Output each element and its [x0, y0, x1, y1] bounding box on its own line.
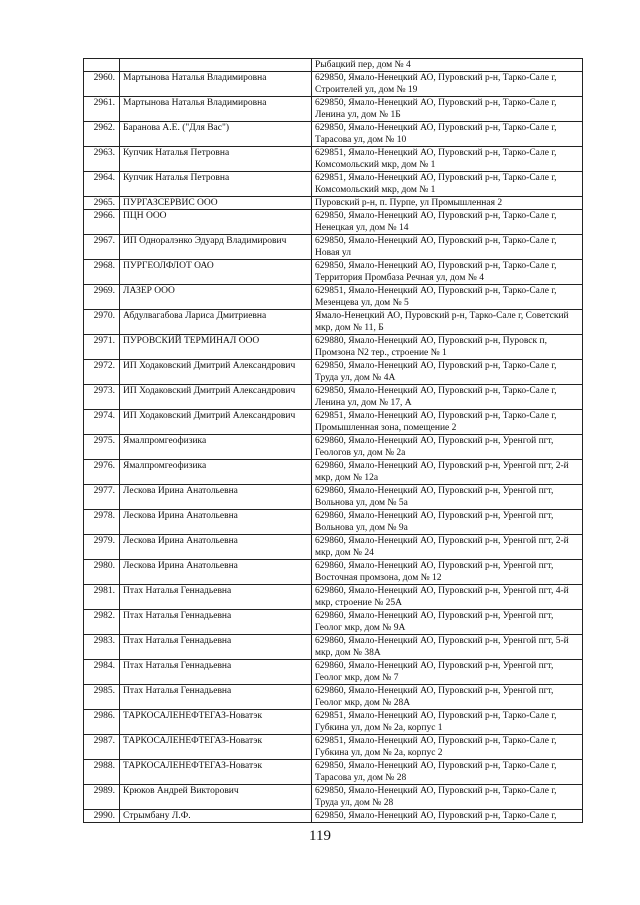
organization-name: Абдулвагабова Лариса Дмитриевна	[120, 310, 312, 335]
address-cell	[312, 172, 583, 197]
address-cell	[312, 210, 583, 235]
address-line: 629850, Ямало-Ненецкий АО, Пуровский р-н, Тарко-Сале г,	[315, 123, 557, 133]
address-cell	[312, 635, 583, 660]
address-line: 629851, Ямало-Ненецкий АО, Пуровский р-н, Тарко-Сале г,	[315, 286, 557, 296]
table-row	[84, 460, 583, 485]
organization-name: ТАРКОСАЛЕНЕФТЕГАЗ-Новатэк	[120, 760, 312, 785]
row-number: 2974.	[84, 410, 120, 435]
address-line: Геологов ул, дом № 2а	[315, 448, 406, 458]
organization-name: ЛАЗЕР ООО	[120, 285, 312, 310]
table-row	[84, 585, 583, 610]
organization-name: Птах Наталья Геннадьевна	[120, 610, 312, 635]
table-row	[84, 147, 583, 172]
address-line: 629860, Ямало-Ненецкий АО, Пуровский р-н, Уренгой пгт, 4-й	[315, 586, 569, 596]
address-line: Пуровский р-н, п. Пурпе, ул Промышленная 2	[315, 198, 503, 208]
address-line: Ленина ул, дом № 17, А	[315, 398, 412, 408]
row-number: 2979.	[84, 535, 120, 560]
table-row	[84, 660, 583, 685]
row-number: 2976.	[84, 460, 120, 485]
organization-name: Птах Наталья Геннадьевна	[120, 585, 312, 610]
address-line: Промзона N2 тер., строение № 1	[315, 348, 447, 358]
table-row	[84, 335, 583, 360]
row-number: 2984.	[84, 660, 120, 685]
address-line: Труда ул, дом № 28	[315, 798, 394, 808]
row-number: 2965.	[84, 197, 120, 210]
address-line: 629850, Ямало-Ненецкий АО, Пуровский р-н, Тарко-Сале г,	[315, 211, 557, 221]
table-row	[84, 260, 583, 285]
table-row	[84, 59, 583, 72]
address-cell	[312, 285, 583, 310]
document-page	[83, 58, 583, 823]
organization-name: ПУРГАЗСЕРВИС ООО	[120, 197, 312, 210]
address-line: 629860, Ямало-Ненецкий АО, Пуровский р-н, Уренгой пгт, 2-й	[315, 536, 569, 546]
organization-name: ПУРОВСКИЙ ТЕРМИНАЛ ООО	[120, 335, 312, 360]
address-cell	[312, 660, 583, 685]
table-row	[84, 210, 583, 235]
row-number: 2968.	[84, 260, 120, 285]
address-line: Геолог мкр, дом № 28А	[315, 698, 411, 708]
address-line: Территория Промбаза Речная ул, дом № 4	[315, 273, 484, 283]
table-row	[84, 310, 583, 335]
address-cell	[312, 585, 583, 610]
address-line: 629860, Ямало-Ненецкий АО, Пуровский р-н, Уренгой пгт, 5-й	[315, 636, 569, 646]
address-line: Тарасова ул, дом № 10	[315, 135, 407, 145]
row-number: 2960.	[84, 72, 120, 97]
table-row	[84, 122, 583, 147]
address-cell	[312, 485, 583, 510]
organization-name: ИП Одноралэнко Эдуард Владимирович	[120, 235, 312, 260]
row-number: 2961.	[84, 97, 120, 122]
address-line: 629860, Ямало-Ненецкий АО, Пуровский р-н, Уренгой пгт, 2-й	[315, 461, 569, 471]
row-number: 2973.	[84, 385, 120, 410]
address-line: 629860, Ямало-Ненецкий АО, Пуровский р-н, Уренгой пгт,	[315, 561, 554, 571]
row-number: 2964.	[84, 172, 120, 197]
address-line: Восточная промзона, дом № 12	[315, 573, 442, 583]
address-line: 629850, Ямало-Ненецкий АО, Пуровский р-н, Тарко-Сале г,	[315, 98, 557, 108]
table-row	[84, 535, 583, 560]
address-cell	[312, 410, 583, 435]
address-line: Труда ул, дом № 4А	[315, 373, 396, 383]
address-line: Промышленная зона, помещение 2	[315, 423, 457, 433]
row-number: 2972.	[84, 360, 120, 385]
row-number: 2967.	[84, 235, 120, 260]
row-number: 2980.	[84, 560, 120, 585]
address-line: мкр, дом № 12а	[315, 473, 379, 483]
organization-name: Ямалпромгеофизика	[120, 435, 312, 460]
table-row	[84, 235, 583, 260]
table-row	[84, 510, 583, 535]
address-line: 629860, Ямало-Ненецкий АО, Пуровский р-н, Уренгой пгт,	[315, 686, 554, 696]
table-row	[84, 285, 583, 310]
table-row	[84, 385, 583, 410]
address-cell	[312, 310, 583, 335]
address-line: 629850, Ямало-Ненецкий АО, Пуровский р-н, Тарко-Сале г,	[315, 811, 557, 821]
address-line: Рыбацкий пер, дом № 4	[315, 60, 411, 70]
organization-name: Лескова Ирина Анатольевна	[120, 485, 312, 510]
address-cell	[312, 72, 583, 97]
address-line: Комсомольский мкр, дом № 1	[315, 185, 436, 195]
table-row	[84, 72, 583, 97]
organization-name	[120, 59, 312, 72]
row-number: 2987.	[84, 735, 120, 760]
table-row	[84, 172, 583, 197]
address-line: Тарасова ул, дом № 28	[315, 773, 407, 783]
address-cell	[312, 97, 583, 122]
address-line: мкр, дом № 38А	[315, 648, 381, 658]
organization-name: Мартынова Наталья Владимировна	[120, 97, 312, 122]
address-line: мкр, строение № 25А	[315, 598, 403, 608]
address-line: 629860, Ямало-Ненецкий АО, Пуровский р-н, Уренгой пгт,	[315, 611, 554, 621]
organization-name: Лескова Ирина Анатольевна	[120, 510, 312, 535]
organization-name: Баранова А.Е. ("Для Вас")	[120, 122, 312, 147]
address-cell	[312, 385, 583, 410]
address-cell	[312, 785, 583, 810]
organization-name: ТАРКОСАЛЕНЕФТЕГАЗ-Новатэк	[120, 735, 312, 760]
address-line: Геолог мкр, дом № 7	[315, 673, 399, 683]
address-line: Геолог мкр, дом № 9А	[315, 623, 406, 633]
address-line: 629851, Ямало-Ненецкий АО, Пуровский р-н, Тарко-Сале г,	[315, 148, 557, 158]
organization-name: ТАРКОСАЛЕНЕФТЕГАЗ-Новатэк	[120, 710, 312, 735]
address-line: Новая ул	[315, 248, 352, 258]
organization-name: Лескова Ирина Анатольевна	[120, 560, 312, 585]
row-number: 2971.	[84, 335, 120, 360]
row-number: 2962.	[84, 122, 120, 147]
address-line: мкр, дом № 11, Б	[315, 323, 384, 333]
organization-name: Птах Наталья Геннадьевна	[120, 660, 312, 685]
organization-name: Стрымбану Л.Ф.	[120, 810, 312, 823]
address-cell	[312, 685, 583, 710]
table-row	[84, 735, 583, 760]
row-number: 2990.	[84, 810, 120, 823]
address-line: Вольнова ул, дом № 9а	[315, 523, 408, 533]
organization-name: Мартынова Наталья Владимировна	[120, 72, 312, 97]
row-number: 2978.	[84, 510, 120, 535]
table-row	[84, 97, 583, 122]
address-line: Ямало-Ненецкий АО, Пуровский р-н, Тарко-Сале г, Советский	[315, 311, 569, 321]
address-cell	[312, 510, 583, 535]
row-number: 2986.	[84, 710, 120, 735]
address-line: Губкина ул, дом № 2а, корпус 1	[315, 723, 443, 733]
address-line: 629850, Ямало-Ненецкий АО, Пуровский р-н, Тарко-Сале г,	[315, 236, 557, 246]
address-line: 629860, Ямало-Ненецкий АО, Пуровский р-н, Уренгой пгт,	[315, 486, 554, 496]
table-row	[84, 360, 583, 385]
address-cell	[312, 560, 583, 585]
address-line: 629851, Ямало-Ненецкий АО, Пуровский р-н, Тарко-Сале г,	[315, 411, 557, 421]
address-line: 629860, Ямало-Ненецкий АО, Пуровский р-н, Уренгой пгт,	[315, 511, 554, 521]
address-line: Ненецкая ул, дом № 14	[315, 223, 409, 233]
address-cell	[312, 197, 583, 210]
address-line: Губкина ул, дом № 2а, корпус 2	[315, 748, 443, 758]
row-number: 2969.	[84, 285, 120, 310]
address-cell	[312, 760, 583, 785]
table-row	[84, 410, 583, 435]
address-cell	[312, 235, 583, 260]
row-number: 2988.	[84, 760, 120, 785]
organization-name: ИП Ходаковский Дмитрий Александрович	[120, 385, 312, 410]
address-line: Мезенцева ул, дом № 5	[315, 298, 409, 308]
table-row	[84, 685, 583, 710]
address-cell	[312, 59, 583, 72]
address-line: 629850, Ямало-Ненецкий АО, Пуровский р-н, Тарко-Сале г,	[315, 73, 557, 83]
organization-name: Купчик Наталья Петровна	[120, 172, 312, 197]
table-row	[84, 197, 583, 210]
address-cell	[312, 610, 583, 635]
organization-name: ИП Ходаковский Дмитрий Александрович	[120, 360, 312, 385]
table-row	[84, 635, 583, 660]
address-line: 629851, Ямало-Ненецкий АО, Пуровский р-н, Тарко-Сале г,	[315, 736, 557, 746]
row-number: 2977.	[84, 485, 120, 510]
address-line: Ленина ул, дом № 1Б	[315, 110, 401, 120]
address-line: мкр, дом № 24	[315, 548, 374, 558]
address-line: 629850, Ямало-Ненецкий АО, Пуровский р-н, Тарко-Сале г,	[315, 761, 557, 771]
address-cell	[312, 360, 583, 385]
page-number: 119	[309, 828, 331, 844]
organization-address-table	[83, 58, 583, 823]
table-row	[84, 760, 583, 785]
organization-name: Купчик Наталья Петровна	[120, 147, 312, 172]
table-row	[84, 785, 583, 810]
row-number: 2966.	[84, 210, 120, 235]
address-line: 629850, Ямало-Ненецкий АО, Пуровский р-н, Тарко-Сале г,	[315, 261, 557, 271]
table-row	[84, 710, 583, 735]
organization-name: ПУРГЕОЛФЛОТ ОАО	[120, 260, 312, 285]
address-line: 629851, Ямало-Ненецкий АО, Пуровский р-н, Тарко-Сале г,	[315, 711, 557, 721]
address-cell	[312, 810, 583, 823]
address-cell	[312, 122, 583, 147]
address-line: Комсомольский мкр, дом № 1	[315, 160, 436, 170]
address-line: 629850, Ямало-Ненецкий АО, Пуровский р-н, Тарко-Сале г,	[315, 361, 557, 371]
table-row	[84, 485, 583, 510]
table-row	[84, 560, 583, 585]
address-line: 629860, Ямало-Ненецкий АО, Пуровский р-н, Уренгой пгт,	[315, 661, 554, 671]
address-cell	[312, 147, 583, 172]
row-number: 2963.	[84, 147, 120, 172]
organization-name: Птах Наталья Геннадьевна	[120, 635, 312, 660]
organization-name: Крюков Андрей Викторович	[120, 785, 312, 810]
organization-name: Ямалпромгеофизика	[120, 460, 312, 485]
organization-name: Птах Наталья Геннадьевна	[120, 685, 312, 710]
row-number: 2985.	[84, 685, 120, 710]
row-number: 2989.	[84, 785, 120, 810]
row-number: 2983.	[84, 635, 120, 660]
row-number: 2975.	[84, 435, 120, 460]
organization-name: ИП Ходаковский Дмитрий Александрович	[120, 410, 312, 435]
table-row	[84, 610, 583, 635]
organization-name: Лескова Ирина Анатольевна	[120, 535, 312, 560]
address-line: 629851, Ямало-Ненецкий АО, Пуровский р-н, Тарко-Сале г,	[315, 173, 557, 183]
address-cell	[312, 535, 583, 560]
row-number	[84, 59, 120, 72]
row-number: 2981.	[84, 585, 120, 610]
address-line: 629880, Ямало-Ненецкий АО, Пуровский р-н, Пуровск п,	[315, 336, 547, 346]
address-cell	[312, 335, 583, 360]
row-number: 2970.	[84, 310, 120, 335]
table-row	[84, 810, 583, 823]
table-body	[84, 59, 583, 823]
organization-name: ПЦН ООО	[120, 210, 312, 235]
address-line: 629850, Ямало-Ненецкий АО, Пуровский р-н, Тарко-Сале г,	[315, 786, 557, 796]
row-number: 2982.	[84, 610, 120, 635]
address-cell	[312, 260, 583, 285]
address-cell	[312, 735, 583, 760]
table-row	[84, 435, 583, 460]
address-line: Строителей ул, дом № 19	[315, 85, 418, 95]
address-cell	[312, 710, 583, 735]
address-cell	[312, 460, 583, 485]
address-line: 629860, Ямало-Ненецкий АО, Пуровский р-н, Уренгой пгт,	[315, 436, 554, 446]
address-line: 629850, Ямало-Ненецкий АО, Пуровский р-н, Тарко-Сале г,	[315, 386, 557, 396]
address-cell	[312, 435, 583, 460]
address-line: Вольнова ул, дом № 5а	[315, 498, 408, 508]
